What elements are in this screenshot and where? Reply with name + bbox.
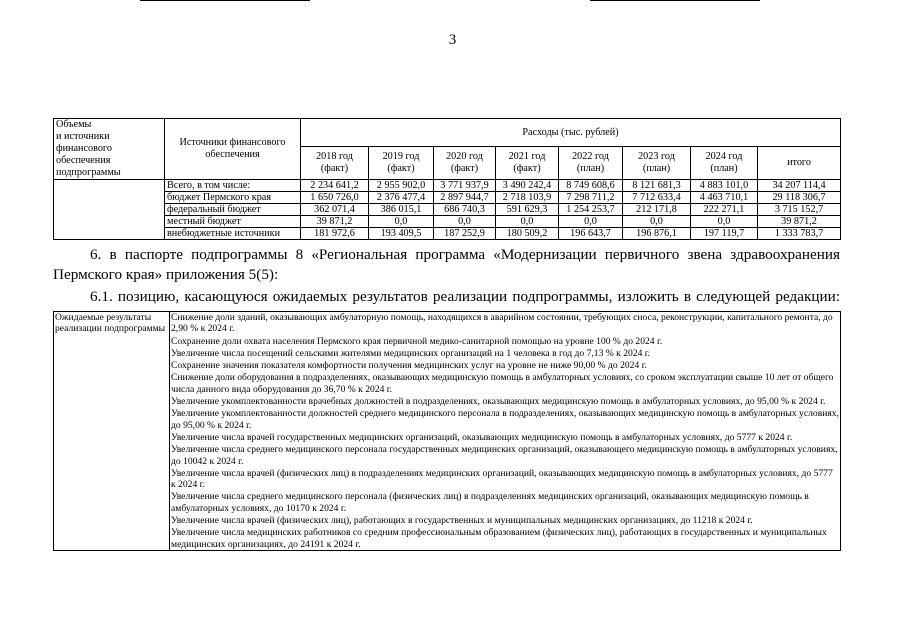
value-cell: 1 254 253,7 (559, 204, 623, 216)
year-header: итого (758, 147, 841, 180)
paragraph-6-text: 6. в паспорте подпрограммы 8 «Региональная программа «Модернизации первичного звена здравоохранения (90, 246, 840, 263)
source-cell: местный бюджет (165, 216, 301, 228)
value-cell: 34 207 114,4 (758, 180, 841, 192)
list-item: Увеличение укомплектованности должностей среднего медицинского персонала в подразделениях, оказывающих медицинскую помощь в амбулаторных условиях, до 95,00 % к 2024 г. (171, 408, 839, 431)
year-header: 2018 год (факт) (301, 147, 369, 180)
top-rule-right (590, 0, 760, 1)
value-cell: 362 071,4 (301, 204, 369, 216)
value-cell: 8 749 608,6 (559, 180, 623, 192)
year-header: 2020 год (факт) (434, 147, 496, 180)
source-cell: внебюджетные источники (165, 228, 301, 240)
value-cell: 8 121 681,3 (623, 180, 691, 192)
value-cell: 212 171,8 (623, 204, 691, 216)
source-cell: Всего, в том числе: (165, 180, 301, 192)
value-cell: 181 972,6 (301, 228, 369, 240)
finance-col1-header: Объемы и источники финансового обеспечения подпрограммы (54, 119, 165, 180)
table-row (54, 204, 841, 216)
value-cell: 1 650 726,0 (301, 192, 369, 204)
value-cell: 0,0 (434, 216, 496, 228)
value-cell: 39 871,2 (758, 216, 841, 228)
value-cell: 7 298 711,2 (559, 192, 623, 204)
page-number: 3 (448, 32, 457, 48)
value-cell: 3 490 242,4 (496, 180, 559, 192)
value-cell: 7 712 633,4 (623, 192, 691, 204)
list-item: Увеличение числа медицинских работников со средним профессиональным образованием (физических лиц), работающих в государственных и муниципальных медицинских организациях, до 24191 к 2024 г. (171, 527, 827, 550)
list-item: Увеличение числа врачей (физических лиц) в подразделениях медицинских организаций, оказывающих медицинскую помощь в амбулаторных условиях, до 5777 к 2024 г. (171, 467, 833, 491)
value-cell: 0,0 (623, 216, 691, 228)
value-cell: 686 740,3 (434, 204, 496, 216)
results-label: Ожидаемые результаты реализации подпрограммы (54, 312, 170, 551)
paragraph-6-1 (53, 287, 840, 307)
finance-left-empty (54, 180, 165, 240)
value-cell: 196 643,7 (559, 228, 623, 240)
table-row (54, 192, 841, 204)
finance-table (53, 118, 841, 240)
table-row (54, 228, 841, 240)
value-cell: 187 252,9 (434, 228, 496, 240)
paragraph-6-1-text: 6.1. позицию, касающуюся ожидаемых результатов реализации подпрограммы, изложить в следующей редакции: (90, 288, 840, 305)
value-cell: 2 897 944,7 (434, 192, 496, 204)
value-cell: 2 955 902,0 (369, 180, 434, 192)
year-header: 2021 год (факт) (496, 147, 559, 180)
value-cell: 197 119,7 (691, 228, 758, 240)
value-cell: 222 271,1 (691, 204, 758, 216)
value-cell: 0,0 (369, 216, 434, 228)
value-cell: 2 718 103,9 (496, 192, 559, 204)
value-cell: 2 234 641,2 (301, 180, 369, 192)
value-cell: 4 883 101,0 (691, 180, 758, 192)
top-rule-left (140, 0, 310, 1)
year-header: 2023 год (план) (623, 147, 691, 180)
year-header: 2022 год (план) (559, 147, 623, 180)
value-cell: 3 715 152,7 (758, 204, 841, 216)
year-header: 2019 год (факт) (369, 147, 434, 180)
list-item: Снижение доли зданий, оказывающих амбулаторную помощь, находящихся в аварийном состоянии, требующих сноса, реконструкции, капитального ремонта, до 2,90 % к 2024 г. (171, 312, 833, 335)
list-item: Увеличение числа посещений сельскими жителями медицинских организаций на 1 человека в год до 7,13 % к 2024 г. (171, 347, 651, 359)
value-cell: 2 376 477,4 (369, 192, 434, 204)
value-cell: 3 771 937,9 (434, 180, 496, 192)
list-item: Увеличение укомплектованности врачебных должностей в подразделениях, оказывающих медицинскую помощь в амбулаторных условиях, до 95,00 % к 2024 г. (171, 396, 826, 408)
list-item: Сохранение доли охвата населения Пермского края первичной медико-санитарной помощью на уровне 100 % до 2024 г. (171, 335, 663, 347)
value-cell: 39 871,2 (301, 216, 369, 228)
results-table (53, 311, 841, 551)
list-item: Сохранение значения показателя комфортности получения медицинских услуг на уровне не ниже 90,00 % до 2024 г. (171, 360, 647, 372)
table-row (54, 180, 841, 192)
value-cell: 386 015,1 (369, 204, 434, 216)
source-cell: федеральный бюджет (165, 204, 301, 216)
list-item: Увеличение числа среднего медицинского персонала (физических лиц) в подразделениях медицинских организаций, оказывающих медицинскую помощь в амбулаторных условиях, до 10170 к 2024 г. (171, 491, 809, 514)
source-cell: бюджет Пермского края (165, 192, 301, 204)
table-row (54, 216, 841, 228)
list-item: Увеличение числа врачей государственных медицинских организаций, оказывающих медицинскую помощь в амбулаторных условиях, до 5777 к 2024 г. (171, 431, 793, 443)
results-list (170, 312, 841, 551)
paragraph-6-line2: Пермского края» приложения 5(5): (53, 266, 279, 283)
list-item: Увеличение числа врачей (физических лиц), работающих в государственных и муниципальных медицинских организациях, до 11218 к 2024 г. (171, 515, 753, 527)
list-item: Увеличение числа среднего медицинского персонала государственных медицинских организаций, оказывающего медицинскую помощь в амбулаторных условиях, до 10042 к 2024 г. (171, 444, 838, 467)
expenses-header: Расходы (тыс. рублей) (301, 119, 841, 147)
value-cell: 0,0 (496, 216, 559, 228)
value-cell: 0,0 (559, 216, 623, 228)
finance-col2-header: Источники финансового обеспечения (165, 119, 301, 180)
value-cell: 29 118 306,7 (758, 192, 841, 204)
value-cell: 180 509,2 (496, 228, 559, 240)
value-cell: 196 876,1 (623, 228, 691, 240)
value-cell: 1 333 783,7 (758, 228, 841, 240)
value-cell: 193 409,5 (369, 228, 434, 240)
list-item: Снижение доли оборудования в подразделениях, оказывающих медицинскую помощь в амбулаторных условиях, со сроком эксплуатации свыше 10 лет от общего числа данного вида оборудования до 36,70 % к 2024 г. (171, 372, 834, 395)
value-cell: 4 463 710,1 (691, 192, 758, 204)
paragraph-6-line1 (53, 245, 840, 265)
value-cell: 0,0 (691, 216, 758, 228)
year-header: 2024 год (план) (691, 147, 758, 180)
value-cell: 591 629,3 (496, 204, 559, 216)
